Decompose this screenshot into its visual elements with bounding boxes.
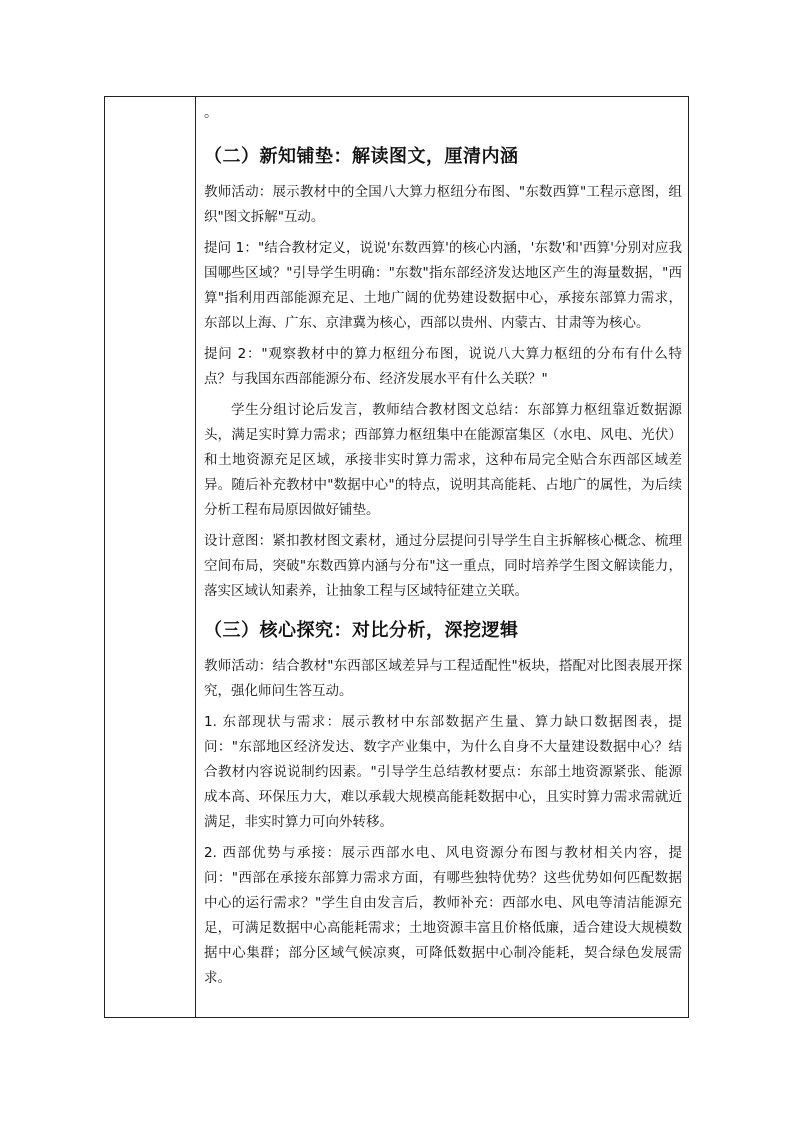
section-3-heading: （三）核心探究：对比分析，深挖逻辑 [204,620,519,641]
lesson-content-cell [204,97,682,991]
section-3-teacher-activity: 教师活动：结合教材"东西部区域差异与工程适配性"板块，搭配对比图表展开探究，强化师问生答互动。 [204,658,682,699]
column-divider [195,97,196,1017]
section-3-item-2: 2. 西部优势与承接：展示西部水电、风电资源分布图与教材相关内容，提问："西部在承接东部算力需求方面，有哪些独特优势？这些优势如何匹配数据中心的运行需求？"学生自由发言后，教师补充：西部水电、风电等清洁能源充足，可满足数据中心高能耗需求；土地资源丰富且价格低廉，适合建设大规模数据中心集群；部分区域气候凉爽，可降低数据中心制冷能耗，契合绿色发展需求。 [204,845,682,986]
section-2-heading: （二）新知铺垫：解读图文，厘清内涵 [204,146,519,167]
lesson-table [104,96,689,1018]
section-2-question-1: 提问 1："结合教材定义，说说'东数西算'的核心内涵，'东数'和'西算'分别对应我国哪些区域？"引导学生明确："东数"指东部经济发达地区产生的海量数据，"西算"指利用西部能源充足、土地广阔的优势建设数据中心，承接东部算力需求，东部以上海、广东、京津冀为核心，西部以贵州、内蒙古、甘肃等为核心。 [204,240,682,331]
section-2-teacher-activity: 教师活动：展示教材中的全国八大算力枢纽分布图、"东数西算"工程示意图，组织"图文拆解"互动。 [204,184,682,225]
section-2-summary: 学生分组讨论后发言，教师结合教材图文总结：东部算力枢纽靠近数据源头，满足实时算力需求；西部算力枢纽集中在能源富集区（水电、风电、光伏）和土地资源充足区域，承接非实时算力需求，这种布局完全贴合东西部区域差异。随后补充教材中"数据中心"的特点，说明其高能耗、占地广的属性，为后续分析工程布局原因做好铺垫。 [204,402,682,518]
lead-punctuation: 。 [204,105,218,121]
section-2-question-2: 提问 2："观察教材中的算力枢纽分布图，说说八大算力枢纽的分布有什么特点？与我国东西部能源分布、经济发展水平有什么关联？" [204,346,682,387]
section-3-item-1: 1. 东部现状与需求：展示教材中东部数据产生量、算力缺口数据图表，提问："东部地区经济发达、数字产业集中，为什么自身不大量建设数据中心？结合教材内容说说制约因素。"引导学生总结教材要点：东部土地资源紧张、能源成本高、环保压力大，难以承载大规模高能耗数据中心，且实时算力需求需就近满足，非实时算力可向外转移。 [204,714,682,830]
section-2-design-intent: 设计意图：紧扣教材图文素材，通过分层提问引导学生自主拆解核心概念、梳理空间布局，突破"东数西算内涵与分布"这一重点，同时培养学生图文解读能力，落实区域认知素养，让抽象工程与区域特征建立关联。 [204,533,682,599]
